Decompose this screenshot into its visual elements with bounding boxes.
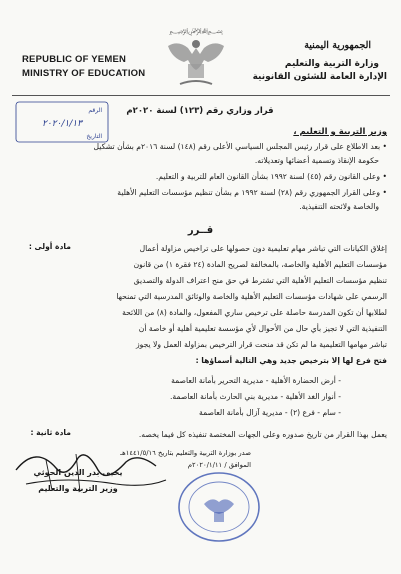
article-1-line-7: تباشر مهامها التعليمية ما لم تكن قد منحت قرار الترخيص بمزاولة العمل ولا يجوز — [136, 340, 387, 349]
recital-3-line-1: • وعلى القرار الجمهوري رقم (٢٨) لسنة ١٩٩٢ م بشأن تنظيم مؤسسات التعليم الأهلية — [117, 188, 387, 197]
article-1-line-1: إغلاق الكيانات التي تباشر مهام تعليمية دون حصولها على تراخيص مزاولة أعمال — [139, 244, 387, 253]
decree-issuer: وزير التربية و التعليم ، — [293, 127, 387, 137]
article-1-label: مادة أولى : — [28, 242, 71, 251]
header-ministry-ar: وزارة التربية والتعليم — [284, 59, 379, 69]
article-2-label: مادة ثانية : — [30, 428, 71, 437]
header-divider — [12, 95, 390, 96]
recital-1-line-1: • بعد الاطلاع على قرار رئيس المجلس السياسي الأعلى رقم (١٤٨) لسنة ٢٠١٦م بشأن تشكيل — [93, 142, 387, 151]
header-country-ar: الجمهورية اليمنية — [304, 40, 371, 51]
ref-stamp-date: ٢٠٢٠/١/١٣ — [42, 119, 82, 129]
article-1-line-3: تنظيم مؤسسات التعليم الأهلية التي تشترط في حق منح اعتراف الدولة والتصديق — [133, 276, 387, 285]
issued-line-2: الموافق / ٢٠٢٠/١/١١م — [187, 461, 251, 469]
svg-text:﷽: ﷽ — [169, 27, 223, 35]
article-1-line-6: التنفيذية التي لا تجيز بأي حال من الأحوال لأي مؤسسة تعليمية أهلية أو خاصة أن — [138, 324, 387, 333]
issued-line: صدر بوزارة التربية والتعليم بتاريخ ١٤٤١/٥/١٦هـ — [120, 449, 251, 457]
handwritten-signature — [6, 440, 176, 520]
ref-stamp-label: الرقم — [88, 107, 102, 114]
decree-title: قرار وزاري رقم (١٢٣) لسنة ٢٠٢٠م — [126, 106, 274, 116]
decides-heading: قــرر — [187, 225, 214, 236]
article-1-line-5: لطلابها أن تكون المدرسة حاصلة على ترخيص ساري المفعول، والمادة (٨) من اللائحة — [122, 308, 387, 317]
article-1-line-2: مؤسسات التعليم الأهلية والخاصة، بالمخالفة لصريح المادة (٢٤ فقرة ١) من قانون — [133, 260, 387, 269]
recital-2: • وعلى القانون رقم (٤٥) لسنة ١٩٩٢ بشأن القانون العام للتربية و التعليم. — [155, 172, 387, 181]
header-dept-ar: الإدارة العامة للشئون القانونية — [252, 72, 387, 82]
school-item-1: - أرض الحضارة الأهلية - مديرية التحرير بأمانة العاصمة — [171, 376, 341, 385]
school-name: أنوار الغد الأهلية - مديرية بني الحارث بأمانة العاصمة. — [170, 392, 336, 401]
school-item-3: - سام - فرع (٢) - مديرية آزال بأمانة العاصمة — [199, 408, 341, 417]
yemen-emblem-icon — [158, 24, 234, 94]
school-name: سام - فرع (٢) - مديرية آزال بأمانة العاصمة — [199, 408, 336, 417]
article-1-line-8: فتح فرع لها إلا بترخيص جديد وهي التالية أسماؤها : — [195, 356, 387, 365]
school-item-2: - أنوار الغد الأهلية - مديرية بني الحارث بأمانة العاصمة. — [170, 392, 341, 401]
header-ministry-en: MINISTRY OF EDUCATION — [22, 68, 146, 79]
signatory-name: يحيى بدر الدين الحوثي — [33, 468, 123, 477]
recital-1-line-2: حكومة الإنقاذ وتسمية أعضائها وتعديلاته. — [254, 156, 379, 165]
signatory-title: وزير التربية والتعليم — [38, 484, 118, 493]
school-name: أرض الحضارة الأهلية - مديرية التحرير بأمانة العاصمة — [171, 376, 336, 385]
recital-3-line-2: والخاصة ولائحته التنفيذية. — [299, 202, 379, 211]
ref-stamp-date-label: التاريخ — [86, 133, 102, 140]
recital-text: وعلى القرار الجمهوري رقم (٢٨) لسنة ١٩٩٢ م بشأن تنظيم مؤسسات التعليم الأهلية — [117, 188, 381, 197]
official-seal-icon — [176, 470, 262, 544]
article-1-line-4: الرسمي على شهادات مؤسسات التعليم الأهلية والخاصة والوثائق المدرسية التي تمنحها — [116, 292, 387, 301]
recital-text: بعد الاطلاع على قرار رئيس المجلس السياسي الأعلى رقم (١٤٨) لسنة ٢٠١٦م بشأن تشكيل — [93, 142, 381, 151]
header-country-en: REPUBLIC OF YEMEN — [22, 54, 127, 65]
article-2-text: يعمل بهذا القرار من تاريخ صدوره وعلى الجهات المختصة تنفيذه كل فيما يخصه. — [138, 430, 387, 439]
recital-text: وعلى القانون رقم (٤٥) لسنة ١٩٩٢ بشأن القانون العام للتربية و التعليم. — [155, 172, 381, 181]
